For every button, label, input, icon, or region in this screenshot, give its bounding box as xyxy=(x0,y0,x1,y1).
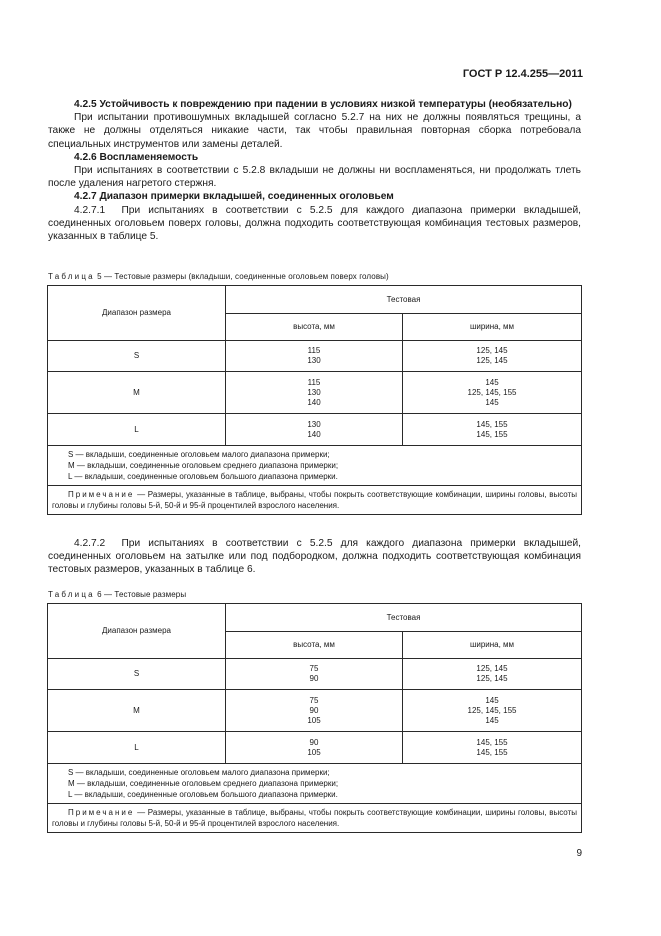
table-5-header-height: высота, мм xyxy=(226,314,403,341)
section-4-2-5-heading: 4.2.5 Устойчивость к повреждению при падении в условиях низкой температуры (необязательно) xyxy=(74,99,572,110)
table-6-note xyxy=(48,804,582,833)
section-4-2-6-heading: 4.2.6 Воспламеняемость xyxy=(74,151,199,163)
table-5-size-s: S xyxy=(48,341,226,372)
table-5-size-l: L xyxy=(48,414,226,446)
page-number: 9 xyxy=(576,848,582,859)
table-6-height-m: 75 90 105 xyxy=(226,690,403,732)
table-6-legend xyxy=(48,764,582,804)
table-row xyxy=(48,414,582,446)
table-6-note-word: Примечание xyxy=(68,808,135,817)
table-5-note xyxy=(48,486,582,515)
table-5-height-s: 115 130 xyxy=(226,341,403,372)
table-5-legend xyxy=(48,446,582,486)
table-6-size-l: L xyxy=(48,732,226,764)
table-row xyxy=(48,659,582,690)
table-5-header-range: Диапазон размера xyxy=(48,286,226,341)
table-row xyxy=(48,732,582,764)
table-5-note-text: — Размеры, указанные в таблице, выбраны, чтобы покрыть соответствующие комбинации, ширины головы, высоты головы и глубины головы 5-й, 50-й и 95-й процентилей взрослого населения. xyxy=(52,490,577,510)
table-5-note-word: Примечание xyxy=(68,490,135,499)
sections-4-2-5-to-4-2-7-1 xyxy=(48,98,581,243)
table-row xyxy=(48,690,582,732)
table-5-height-l: 130 140 xyxy=(226,414,403,446)
table-6-height-l: 90 105 xyxy=(226,732,403,764)
table-6-size-s: S xyxy=(48,659,226,690)
table-5-width-s: 125, 145 125, 145 xyxy=(403,341,582,372)
table-row xyxy=(48,341,582,372)
table-6-header-height: высота, мм xyxy=(226,632,403,659)
table-5-caption-text: 5 — Тестовые размеры (вкладыши, соединенные оголовьем поверх головы) xyxy=(97,272,389,281)
table-5-width-m: 145 125, 145, 155 145 xyxy=(403,372,582,414)
section-4-2-7-heading: 4.2.7 Диапазон примерки вкладышей, соединенных оголовьем xyxy=(74,191,394,203)
table-6-legend-l: L — вкладыши, соединенные оголовьем большого диапазона примерки. xyxy=(68,790,338,799)
table-5-caption-word: Таблица xyxy=(48,272,95,281)
table-6-header-test: Тестовая xyxy=(226,604,582,632)
table-6-width-s: 125, 145 125, 145 xyxy=(403,659,582,690)
table-5-size-m: M xyxy=(48,372,226,414)
table-5-caption xyxy=(48,272,389,281)
section-4-2-7-2 xyxy=(48,537,581,577)
section-4-2-5-text: При испытании противошумных вкладышей согласно 5.2.7 на них не должны появляться трещины, а также не должны отделяться никакие части, так чтобы правильная повторная сборка потребовала специальных инструментов или замены деталей. xyxy=(48,112,581,150)
section-4-2-7-1-body: При испытаниях в соответствии с 5.2.5 для каждого диапазона примерки вкладышей, соединенных оголовьем поверх головы, должна подходить соответствующая комбинация тестовых размеров, указанных в таблице 5. xyxy=(48,204,581,243)
table-5-legend-l: L — вкладыши, соединенные оголовьем большого диапазона примерки. xyxy=(68,472,338,481)
section-4-2-7-1-text xyxy=(48,204,581,244)
table-5 xyxy=(47,285,582,515)
table-6-caption xyxy=(48,590,186,599)
table-6-size-m: M xyxy=(48,690,226,732)
table-5-width-l: 145, 155 145, 155 xyxy=(403,414,582,446)
table-row xyxy=(48,372,582,414)
section-4-2-6-text: При испытаниях в соответствии с 5.2.8 вкладыши не должны ни воспламеняться, ни продолжать тлеть после удаления нагретого стержня. xyxy=(48,165,581,190)
table-6-header-width: ширина, мм xyxy=(403,632,582,659)
table-6-legend-m: M — вкладыши, соединенные оголовьем среднего диапазона примерки; xyxy=(68,779,339,788)
table-6-legend-s: S — вкладыши, соединенные оголовьем малого диапазона примерки; xyxy=(68,768,330,777)
table-6-width-l: 145, 155 145, 155 xyxy=(403,732,582,764)
table-6-caption-text: 6 — Тестовые размеры xyxy=(97,590,187,599)
table-6-note-text: — Размеры, указанные в таблице, выбраны, чтобы покрыть соответствующие комбинации, ширины головы, высоты головы и глубины головы 5-й, 50-й и 95-й процентилей взрослого населения. xyxy=(52,808,577,828)
table-5-height-m: 115 130 140 xyxy=(226,372,403,414)
table-5-legend-m: M — вкладыши, соединенные оголовьем среднего диапазона примерки; xyxy=(68,461,339,470)
section-4-2-7-1-number: 4.2.7.1 xyxy=(74,204,106,216)
table-6 xyxy=(47,603,582,833)
table-6-height-s: 75 90 xyxy=(226,659,403,690)
section-4-2-7-2-text xyxy=(48,537,581,577)
table-6-caption-word: Таблица xyxy=(48,590,95,599)
table-5-legend-s: S — вкладыши, соединенные оголовьем малого диапазона примерки; xyxy=(68,450,330,459)
section-4-2-7-2-body: При испытаниях в соответствии с 5.2.5 для каждого диапазона примерки вкладышей, соединенных оголовьем на затылке или под подбородком, должна подходить соответствующая комбинация тестовых размеров, указанных в таблице 6. xyxy=(48,538,581,576)
table-5-header-width: ширина, мм xyxy=(403,314,582,341)
table-6-header-range: Диапазон размера xyxy=(48,604,226,659)
section-4-2-7-2-number: 4.2.7.2 xyxy=(74,538,106,549)
table-5-header-test: Тестовая xyxy=(226,286,582,314)
standard-designation: ГОСТ Р 12.4.255—2011 xyxy=(462,68,583,80)
table-6-width-m: 145 125, 145, 155 145 xyxy=(403,690,582,732)
